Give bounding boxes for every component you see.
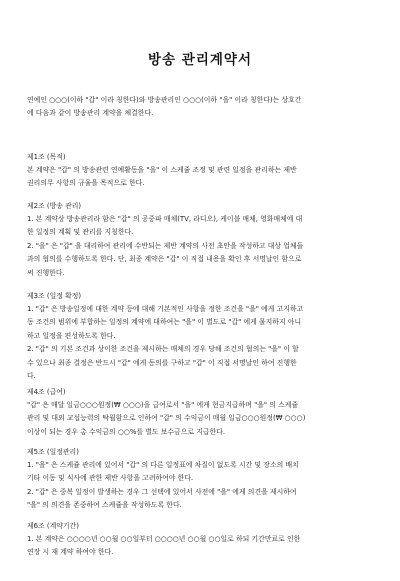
article-line: 이상이 되는 경우 총 수익금의 ○○%를 별도 보수금으로 지급한다. xyxy=(27,427,226,436)
article-line: 기타 이동 및 식사에 관한 제반 사항을 고려하여야 한다. xyxy=(27,474,194,483)
article-line: 동 조건의 범위에 부합하는 일정의 계약에 대하여는 "을" 이 별도로 "갑" 에게 물지하지 아니 xyxy=(27,318,302,327)
article-line: 관리 및 대외 교섭능력의 탁월함으로 인하여 "갑" 의 수익금이 매월 일금○○○원정(₩ ○○○) xyxy=(27,414,306,423)
article-line: 1. "을" 은 스케쥴 관리에 있어서 "갑" 의 다른 일정표에 차질이 없도록 시간 및 장소의 배치 xyxy=(27,461,299,469)
article-line: 2. "을" 은 "갑" 을 대리하여 관리에 수반되는 제반 계약의 사전 초안을 작성하고 대상 업체들 xyxy=(27,241,304,250)
article-5 xyxy=(27,446,377,513)
article-4 xyxy=(27,386,377,439)
document-title: 방송 관리계약서 xyxy=(148,52,252,68)
intro-line: 연예인 ○○○(이하 "갑" 이라 칭한다)와 방송관리인 ○○○(이하 "을" 이라 칭한다)는 상호간 xyxy=(27,96,302,104)
article-6 xyxy=(27,520,377,560)
article-heading: 제3조 (일정 확정) xyxy=(27,292,82,300)
article-line: 2. "갑" 의 기본 조건과 상이한 조건을 제시하는 매체의 경우 당해 조건의 협의는 "을" 이 할 xyxy=(27,345,299,354)
article-heading: 제5조 (일정관리) xyxy=(27,448,79,456)
intro-paragraph xyxy=(27,94,377,121)
article-line: 1. "갑" 은 방송일정에 대한 계약 등에 대해 기본적인 사항을 정한 조건을 "을" 에게 고지하고 xyxy=(27,305,304,313)
article-1 xyxy=(27,151,377,191)
intro-line: 에 다음과 같이 방송관리 계약을 체결한다. xyxy=(27,109,154,118)
article-line: 수 있으나 최종 결정은 반드시 "갑" 에게 동의를 구하고 "갑" 이 직접 서명날인 하여 진행한 xyxy=(27,358,297,367)
article-heading: 제2조 (방송 관리) xyxy=(27,202,82,210)
article-line: 다. xyxy=(27,372,36,381)
article-line: 연장 시 재 계약 하여야 한다. xyxy=(27,548,114,557)
article-line: 하고 일정을 편성하도록 한다. xyxy=(27,331,116,340)
article-heading: 제6조 (계약기간) xyxy=(27,522,79,530)
article-line: 1. 본 계약은 ○○○○년 ○○월 ○○일부터 ○○○○년 ○○월 ○○일로 하되 기간만료로 인한 xyxy=(27,535,301,543)
article-line: "을" 의 의견을 존중하여 스케쥴을 작성하도록 한다. xyxy=(27,501,182,510)
article-line: 써 진행한다. xyxy=(27,268,65,277)
article-line: 한 일정의 계획 및 관리를 지칭한다. xyxy=(27,228,134,237)
article-line: "갑" 은 매달 일금○○○원정(₩ ○○○)을 급여로서 "을" 에게 현금지급하며 "을" 의 스케쥴 xyxy=(27,401,299,409)
article-2 xyxy=(27,200,377,280)
article-line: 권리의무 사항의 규율을 목적으로 한다. xyxy=(27,179,145,188)
article-line: 2. "갑" 은 중복 일정이 발생하는 경우 그 선택에 있어서 사전에 "을" 에게 의견을 제시하여 xyxy=(27,487,297,496)
article-line: 과의 협의를 수행하도록 한다. 단, 최종 계약은 "갑" 이 직접 내용을 확인 후 서명날인 함으로 xyxy=(27,255,302,264)
article-line: 1. 본 계약상 방송관리라 함은 "갑" 의 공중파 매체(TV, 라디오), 케이블 매체, 영화매체에 대 xyxy=(27,215,303,223)
article-3 xyxy=(27,290,377,383)
article-line: 본 계약은 "갑" 의 방송관련 연예활동을 "을" 이 스케쥴 조정 및 관련 일정을 관리하는 제반 xyxy=(27,166,297,174)
article-heading: 제4조 (급여) xyxy=(27,388,66,396)
article-heading: 제1조 (목적) xyxy=(27,153,66,161)
